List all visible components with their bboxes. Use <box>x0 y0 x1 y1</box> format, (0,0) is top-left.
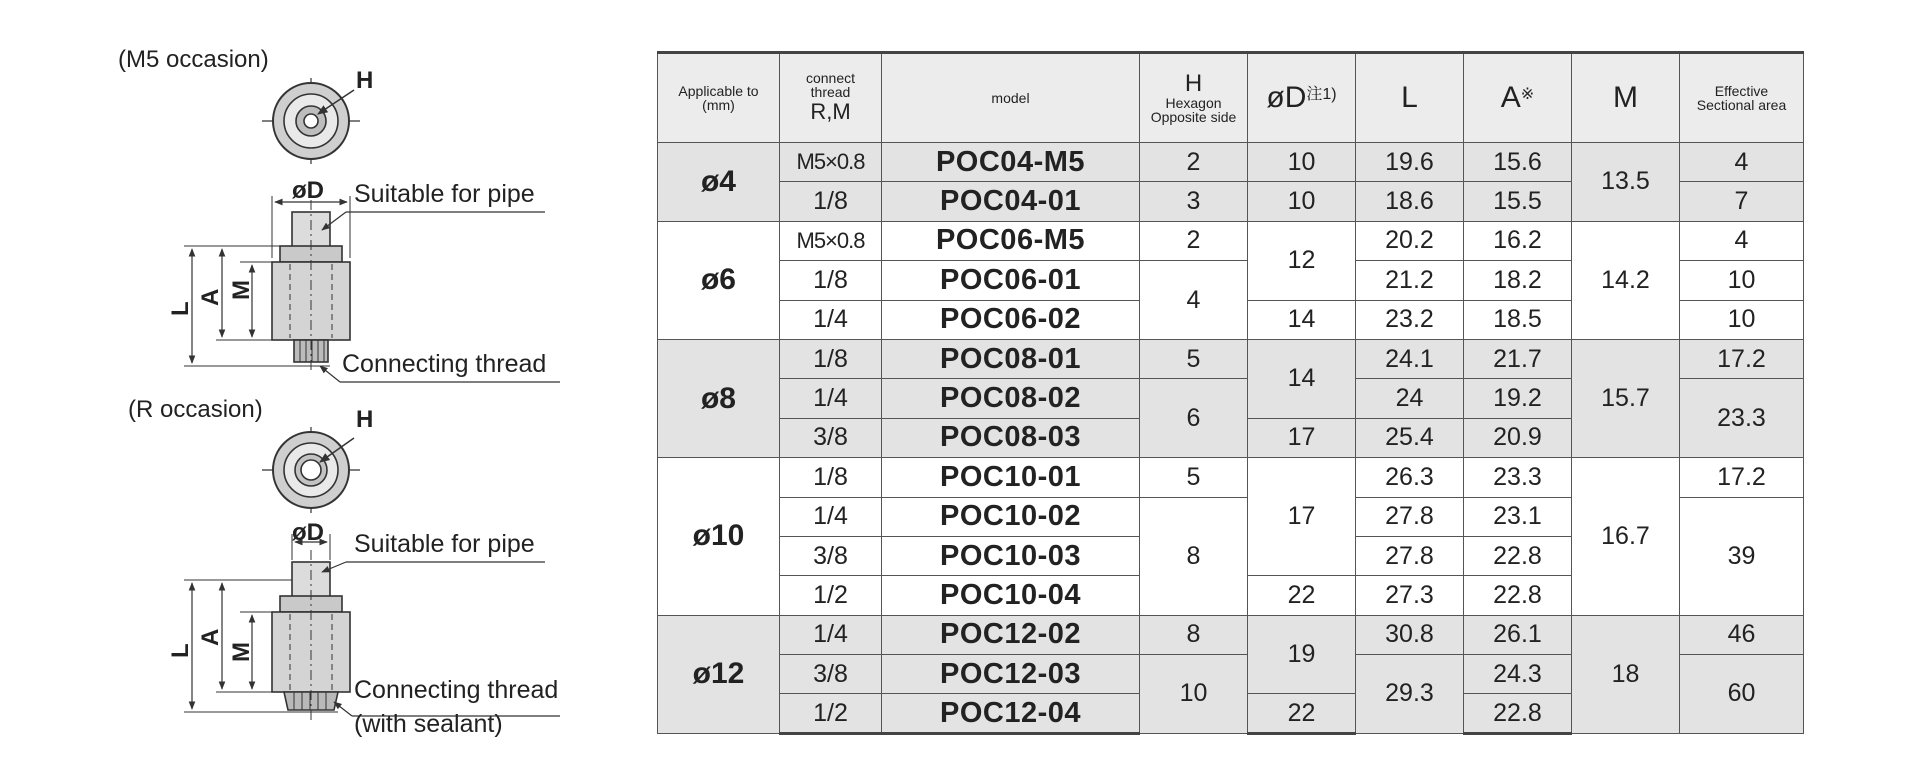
table-row <box>658 221 1804 260</box>
l-cell: 25.4 <box>1356 418 1464 457</box>
eff-cell: 46 <box>1680 615 1804 654</box>
table-row <box>658 143 1804 182</box>
l-cell: 27.8 <box>1356 497 1464 536</box>
r-dim-L: L <box>167 643 194 658</box>
col-hex-sub1: Hexagon <box>1165 95 1222 111</box>
od-cell: 10 <box>1248 182 1356 221</box>
col-od-note: 注1) <box>1306 86 1337 103</box>
model-cell: POC12-02 <box>882 615 1140 654</box>
od-cell: 17 <box>1248 418 1356 457</box>
l-cell: 27.8 <box>1356 536 1464 575</box>
col-od-label: øD <box>1266 81 1307 114</box>
col-eff-line2: Sectional area <box>1696 97 1787 113</box>
size-cell: ø10 <box>658 458 780 616</box>
a-cell: 19.2 <box>1464 379 1572 418</box>
a-cell: 16.2 <box>1464 221 1572 260</box>
eff-cell: 60 <box>1680 655 1804 734</box>
model-cell: POC06-02 <box>882 300 1140 339</box>
thread-cell: 3/8 <box>780 536 882 575</box>
m-cell: 16.7 <box>1572 458 1680 616</box>
od-cell: 14 <box>1248 339 1356 418</box>
hex-cell: 2 <box>1140 221 1248 260</box>
r-occasion-title: (R occasion) <box>128 396 263 423</box>
od-cell: 14 <box>1248 300 1356 339</box>
header-row <box>658 53 1804 143</box>
a-cell: 24.3 <box>1464 655 1572 694</box>
r-thread-callout: Connecting thread <box>354 676 559 704</box>
hex-cell: 4 <box>1140 261 1248 340</box>
col-applicable <box>658 53 780 143</box>
m5-dim-L: L <box>167 301 194 316</box>
r-dim-M: M <box>228 642 255 662</box>
thread-cell: 1/4 <box>780 497 882 536</box>
thread-cell: 1/8 <box>780 339 882 378</box>
m-cell: 18 <box>1572 615 1680 733</box>
col-length-A <box>1464 53 1572 143</box>
eff-cell: 23.3 <box>1680 379 1804 458</box>
hex-cell: 6 <box>1140 379 1248 458</box>
a-cell: 23.3 <box>1464 458 1572 497</box>
m5-top-view <box>262 78 360 164</box>
hex-cell: 8 <box>1140 497 1248 615</box>
table-row <box>658 339 1804 378</box>
thread-cell: 1/4 <box>780 615 882 654</box>
fitting-diagrams <box>0 0 640 772</box>
size-cell: ø12 <box>658 615 780 733</box>
col-hex <box>1140 53 1248 143</box>
m5-diameter-label: øD <box>292 177 324 204</box>
fitting-drawings <box>0 0 640 772</box>
thread-cell: 1/4 <box>780 300 882 339</box>
l-cell: 24.1 <box>1356 339 1464 378</box>
col-model <box>882 53 1140 143</box>
col-applicable-line1: Applicable to <box>678 83 759 99</box>
a-cell: 15.5 <box>1464 182 1572 221</box>
col-applicable-line2: (mm) <box>702 97 735 113</box>
eff-cell: 4 <box>1680 143 1804 182</box>
l-cell: 23.2 <box>1356 300 1464 339</box>
l-cell: 27.3 <box>1356 576 1464 615</box>
eff-cell: 17.2 <box>1680 339 1804 378</box>
col-connect-line3: R,M <box>810 99 851 124</box>
col-outer-diameter <box>1248 53 1356 143</box>
m5-thread-callout: Connecting thread <box>342 350 547 378</box>
specification-table <box>657 51 1804 735</box>
eff-cell: 7 <box>1680 182 1804 221</box>
table-row <box>658 458 1804 497</box>
model-cell: POC06-01 <box>882 261 1140 300</box>
eff-cell: 10 <box>1680 261 1804 300</box>
r-thread-callout-sealant: (with sealant) <box>354 710 503 738</box>
l-cell: 20.2 <box>1356 221 1464 260</box>
a-cell: 21.7 <box>1464 339 1572 378</box>
model-cell: POC10-02 <box>882 497 1140 536</box>
od-cell: 19 <box>1248 615 1356 694</box>
hex-cell: 5 <box>1140 339 1248 378</box>
l-cell: 24 <box>1356 379 1464 418</box>
col-effective-area <box>1680 53 1804 143</box>
m-cell: 13.5 <box>1572 143 1680 222</box>
col-M-label: M <box>1613 81 1638 114</box>
model-cell: POC10-03 <box>882 536 1140 575</box>
a-cell: 23.1 <box>1464 497 1572 536</box>
model-cell: POC12-03 <box>882 655 1140 694</box>
thread-cell: 1/8 <box>780 182 882 221</box>
size-cell: ø6 <box>658 221 780 339</box>
l-cell: 19.6 <box>1356 143 1464 182</box>
hex-cell: 3 <box>1140 182 1248 221</box>
col-hex-main: H <box>1184 70 1203 97</box>
m5-hex-label: H <box>356 67 374 94</box>
m-cell: 15.7 <box>1572 339 1680 457</box>
od-cell: 17 <box>1248 458 1356 576</box>
a-cell: 18.2 <box>1464 261 1572 300</box>
col-L-label: L <box>1401 81 1418 114</box>
thread-cell: 3/8 <box>780 418 882 457</box>
model-cell: POC10-01 <box>882 458 1140 497</box>
col-A-note: ※ <box>1520 86 1535 103</box>
model-cell: POC08-02 <box>882 379 1140 418</box>
model-cell: POC10-04 <box>882 576 1140 615</box>
model-cell: POC08-03 <box>882 418 1140 457</box>
col-connect-line2: thread <box>810 84 851 100</box>
l-cell: 21.2 <box>1356 261 1464 300</box>
l-cell: 26.3 <box>1356 458 1464 497</box>
model-cell: POC04-01 <box>882 182 1140 221</box>
thread-cell: M5×0.8 <box>780 221 882 260</box>
size-cell: ø4 <box>658 143 780 222</box>
l-cell: 29.3 <box>1356 655 1464 734</box>
m-cell: 14.2 <box>1572 221 1680 339</box>
l-cell: 18.6 <box>1356 182 1464 221</box>
col-eff-line1: Effective <box>1714 83 1769 99</box>
a-cell: 20.9 <box>1464 418 1572 457</box>
r-diameter-label: øD <box>292 519 324 546</box>
thread-cell: 1/2 <box>780 694 882 733</box>
m5-dim-M: M <box>228 280 255 300</box>
od-cell: 12 <box>1248 221 1356 300</box>
eff-cell: 10 <box>1680 300 1804 339</box>
model-cell: POC06-M5 <box>882 221 1140 260</box>
model-cell: POC12-04 <box>882 694 1140 733</box>
l-cell: 30.8 <box>1356 615 1464 654</box>
col-connect-line1: connect <box>805 70 856 86</box>
a-cell: 26.1 <box>1464 615 1572 654</box>
od-cell: 10 <box>1248 143 1356 182</box>
thread-cell: 1/8 <box>780 458 882 497</box>
a-cell: 22.8 <box>1464 694 1572 733</box>
r-hex-label: H <box>356 406 374 433</box>
col-hex-sub2: Opposite side <box>1150 109 1237 125</box>
r-pipe-callout: Suitable for pipe <box>354 530 535 558</box>
col-connect-thread <box>780 53 882 143</box>
m5-pipe-callout: Suitable for pipe <box>354 180 535 208</box>
size-cell: ø8 <box>658 339 780 457</box>
thread-cell: 3/8 <box>780 655 882 694</box>
hex-cell: 2 <box>1140 143 1248 182</box>
hex-cell: 8 <box>1140 615 1248 654</box>
od-cell: 22 <box>1248 694 1356 733</box>
r-top-view <box>262 427 360 513</box>
a-cell: 22.8 <box>1464 576 1572 615</box>
col-A-label: A <box>1500 81 1521 114</box>
col-model-label: model <box>991 90 1030 106</box>
thread-cell: 1/4 <box>780 379 882 418</box>
hex-cell: 5 <box>1140 458 1248 497</box>
r-dim-A: A <box>197 628 224 646</box>
model-cell: POC08-01 <box>882 339 1140 378</box>
a-cell: 18.5 <box>1464 300 1572 339</box>
a-cell: 15.6 <box>1464 143 1572 182</box>
col-length-M <box>1572 53 1680 143</box>
thread-cell: M5×0.8 <box>780 143 882 182</box>
eff-cell: 17.2 <box>1680 458 1804 497</box>
model-cell: POC04-M5 <box>882 143 1140 182</box>
eff-cell: 39 <box>1680 497 1804 615</box>
thread-cell: 1/2 <box>780 576 882 615</box>
col-length-L <box>1356 53 1464 143</box>
table-row <box>658 615 1804 654</box>
od-cell: 22 <box>1248 576 1356 615</box>
a-cell: 22.8 <box>1464 536 1572 575</box>
m5-dim-A: A <box>197 288 224 306</box>
thread-cell: 1/8 <box>780 261 882 300</box>
m5-occasion-title: (M5 occasion) <box>118 46 269 73</box>
hex-cell: 10 <box>1140 655 1248 734</box>
eff-cell: 4 <box>1680 221 1804 260</box>
